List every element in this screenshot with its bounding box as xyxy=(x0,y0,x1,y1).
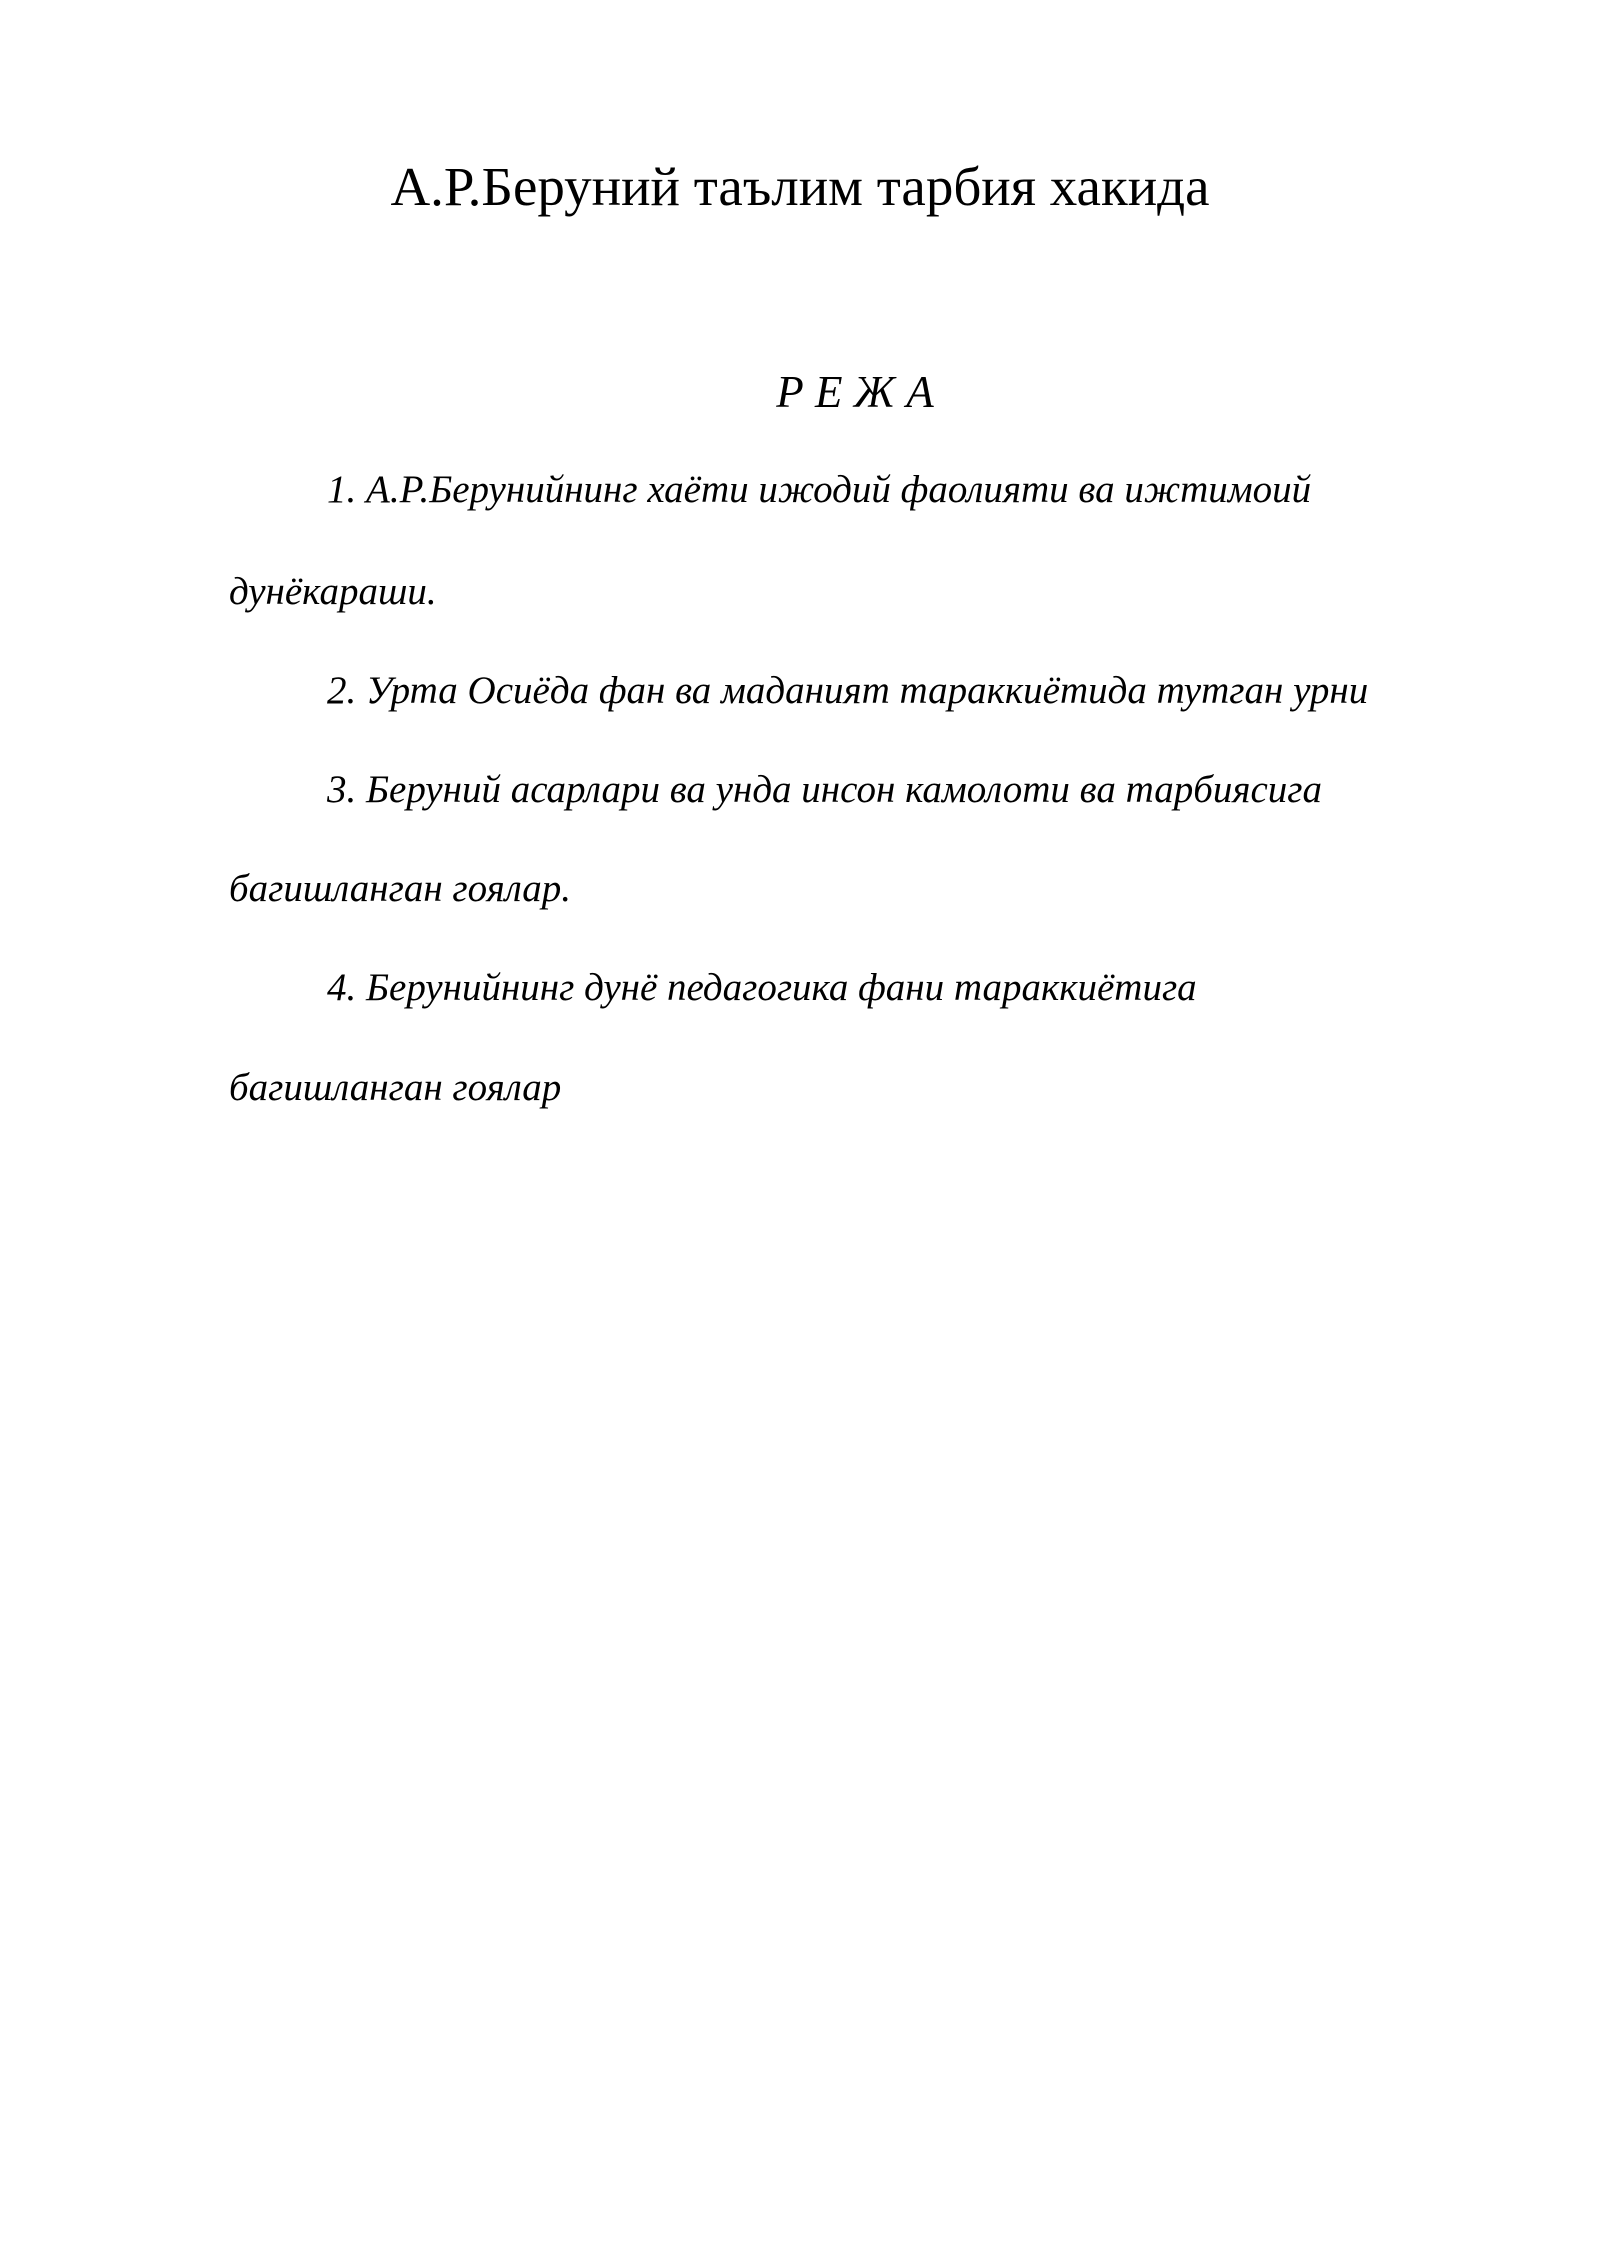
page-title: А.Р.Беруний таълим тарбия хакида xyxy=(390,156,1210,217)
plan-item-3-line-2: багишланган гоялар. xyxy=(229,867,571,910)
plan-item-2-line-1: 2. Урта Осиёда фан ва маданият тараккиётида тутган урни xyxy=(327,669,1369,712)
plan-item-4-line-2: багишланган гоялар xyxy=(229,1066,562,1109)
plan-item-1-line-2: дунёкараши. xyxy=(229,570,437,613)
plan-heading: Р Е Ж А xyxy=(776,367,934,417)
plan-item-4-line-1: 4. Берунийнинг дунё педагогика фани тараккиётига xyxy=(327,966,1197,1009)
plan-item-3-line-1: 3. Беруний асарлари ва унда инсон камолоти ва тарбиясига xyxy=(327,768,1322,811)
plan-item-1-line-1: 1. А.Р.Берунийнинг хаёти ижодий фаолияти ва ижтимоий xyxy=(327,468,1312,511)
